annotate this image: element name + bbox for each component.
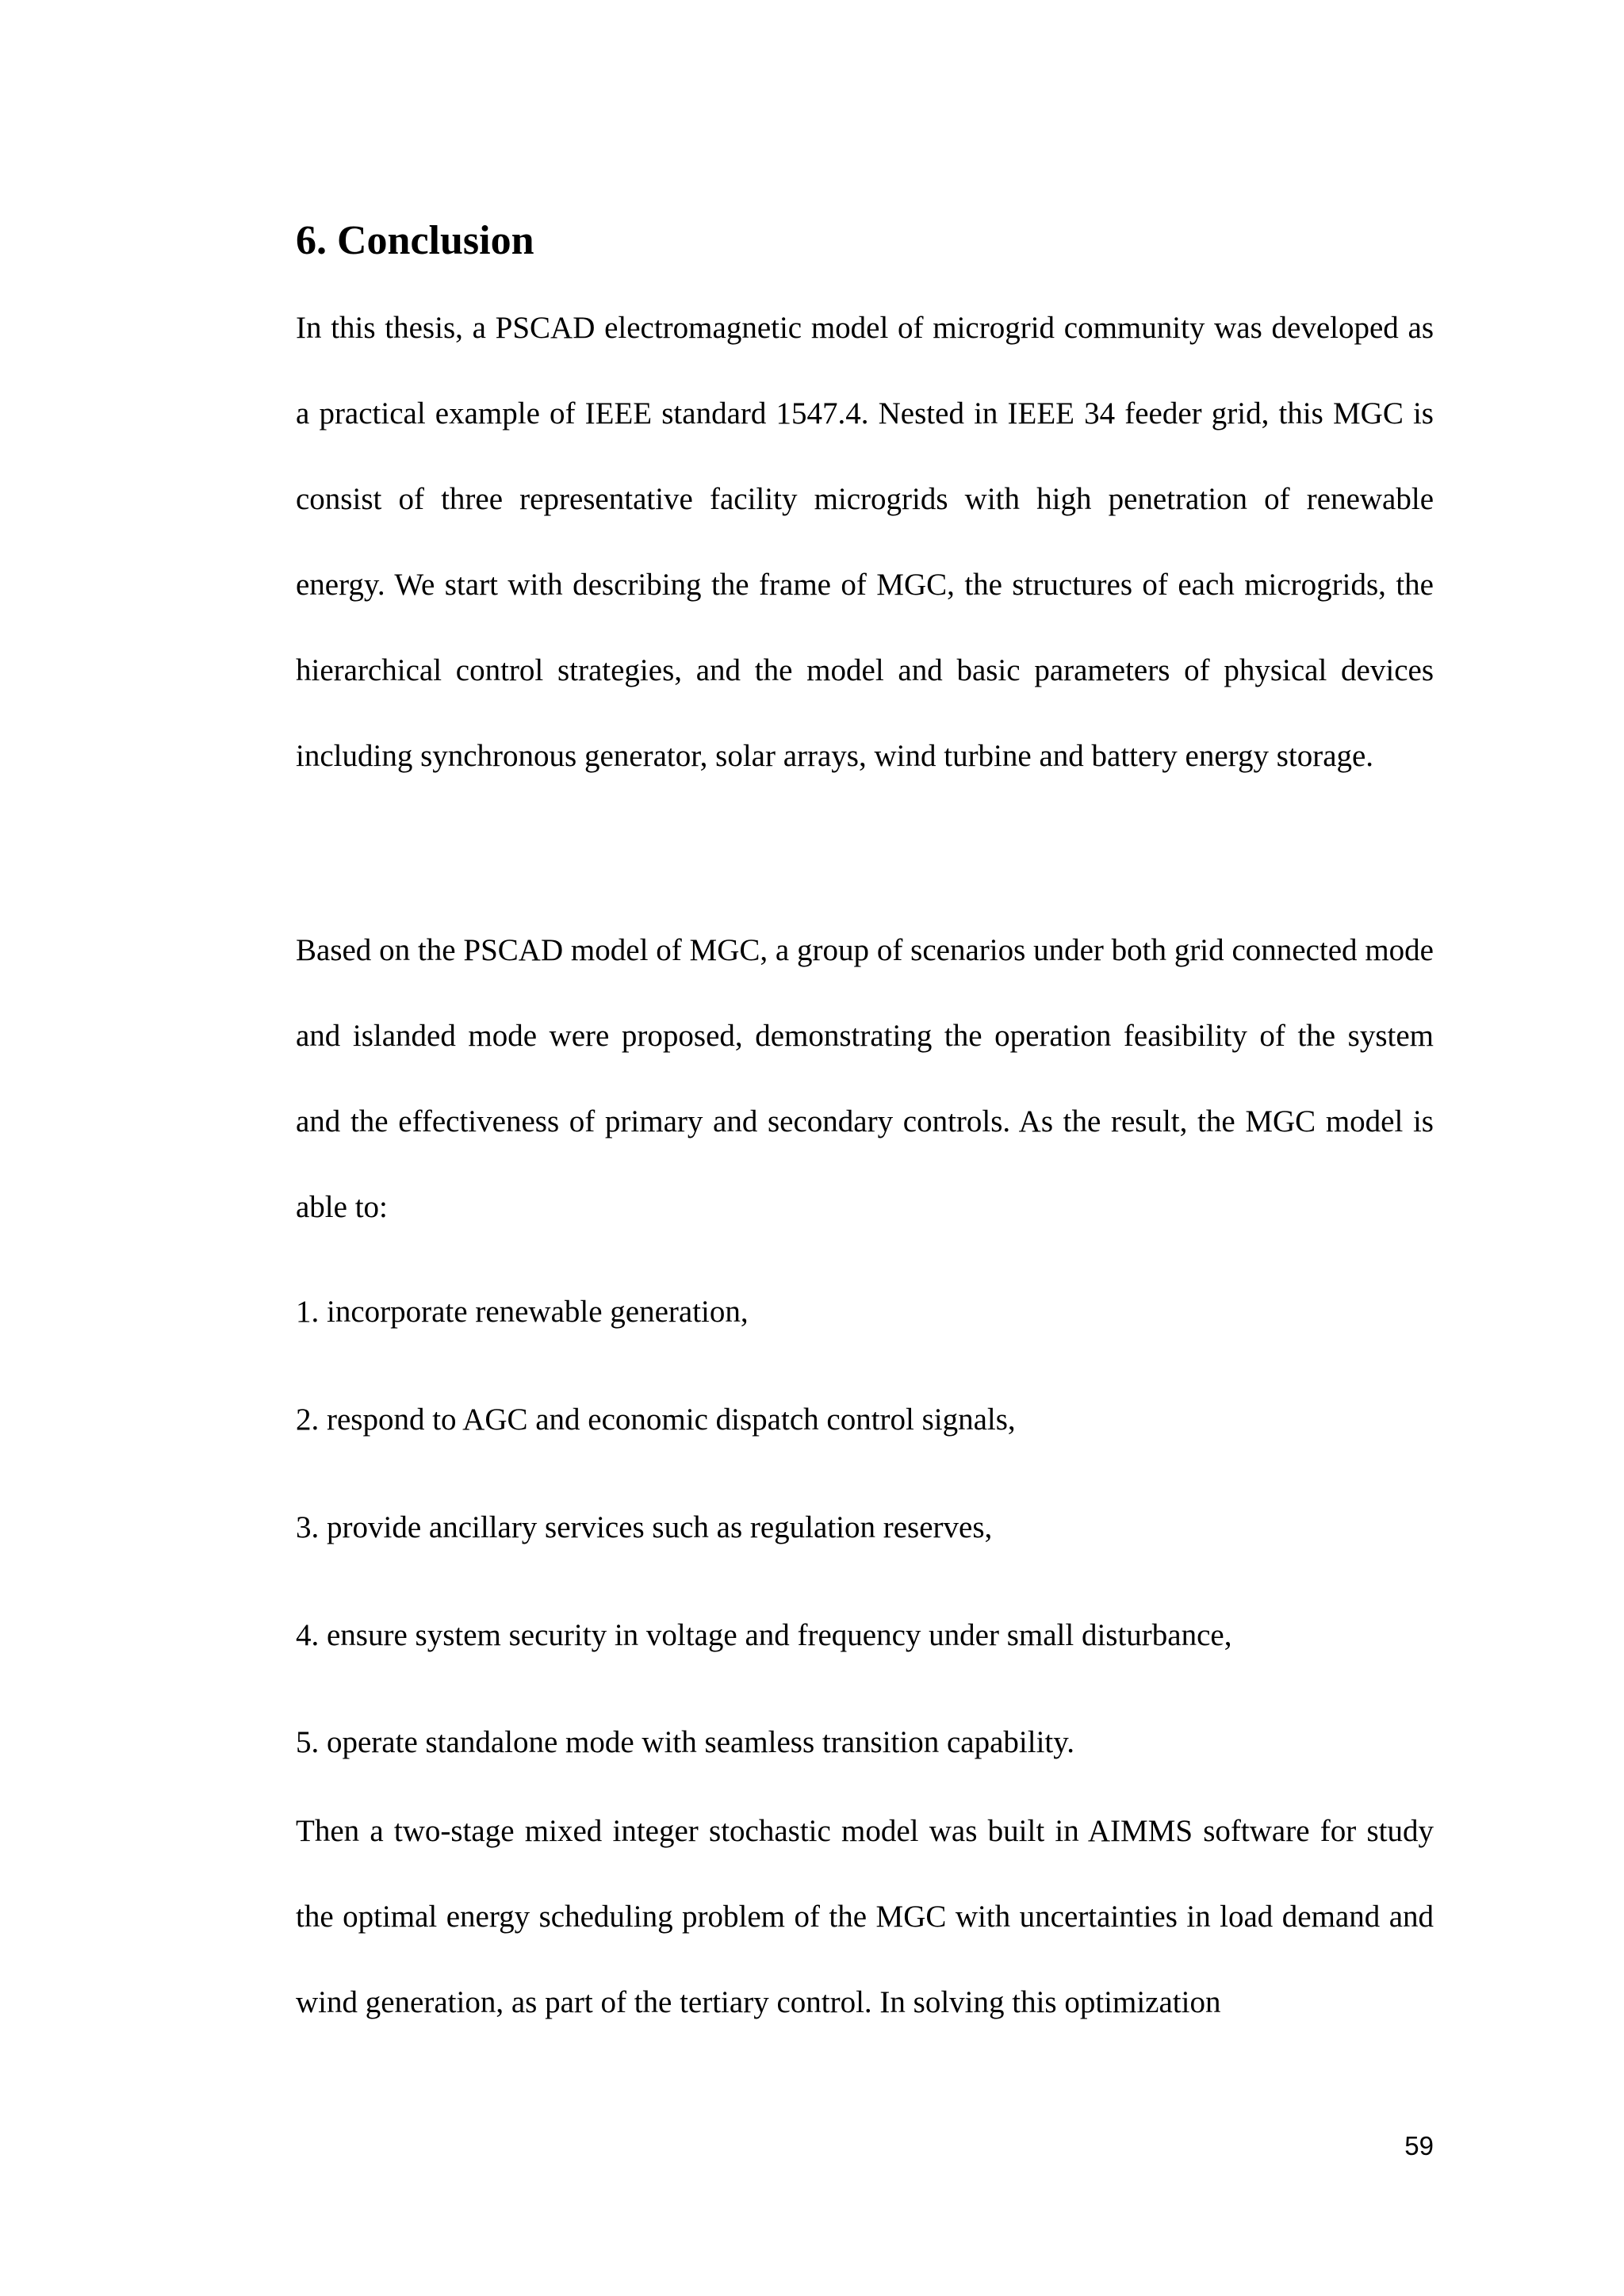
section-heading: 6. Conclusion: [296, 218, 534, 263]
list-item-3: 3. provide ancillary services such as regulation reserves,: [296, 1510, 993, 1544]
paragraph-scenarios: Based on the PSCAD model of MGC, a group of scenarios under both grid connected mode and islanded mode were proposed, demonstrating the operation feasibility of the system and the effectiveness of primary and secondary controls. As the result, the MGC model is able to:: [296, 933, 1434, 1224]
list-item-5: 5. operate standalone mode with seamless transition capability.: [296, 1725, 1074, 1759]
list-item-1: 1. incorporate renewable generation,: [296, 1295, 749, 1329]
list-item-2: 2. respond to AGC and economic dispatch control signals,: [296, 1402, 1016, 1437]
list-item-4: 4. ensure system security in voltage and frequency under small disturbance,: [296, 1618, 1232, 1652]
paragraph-intro: In this thesis, a PSCAD electromagnetic model of microgrid community was developed as a practical example of IEEE standard 1547.4. Nested in IEEE 34 feeder grid, this MGC is consist of three representative facility microgrids with high penetration of renewable energy. We start with describing the frame of MGC, the structures of each microgrids, the hierarchical control strategies, and the model and basic parameters of physical devices including synchronous generator, solar arrays, wind turbine and battery energy storage.: [296, 311, 1434, 773]
paragraph-optimization: Then a two-stage mixed integer stochastic model was built in AIMMS software for study the optimal energy scheduling problem of the MGC with uncertainties in load demand and wind generation, as part of the tertiary control. In solving this optimization: [296, 1814, 1434, 2019]
page-number: 59: [1404, 2131, 1434, 2160]
